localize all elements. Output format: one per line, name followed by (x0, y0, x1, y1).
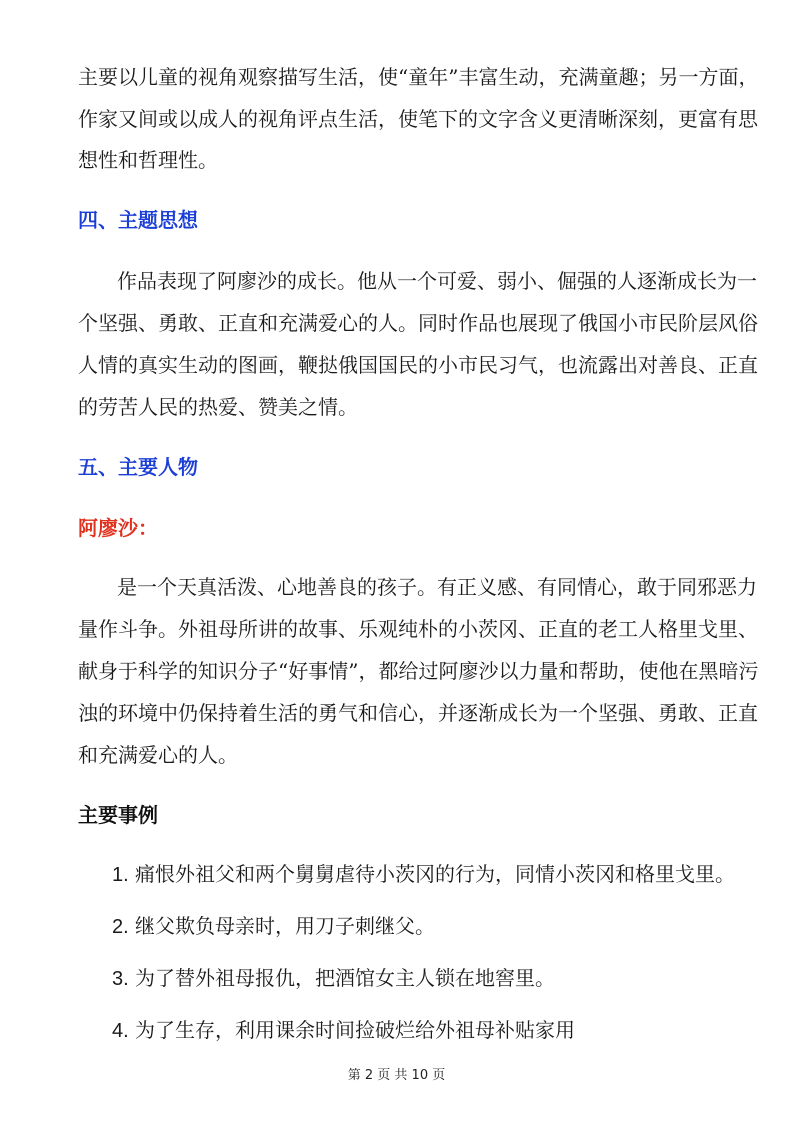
intro-line-2: 作家又间或以成人的视角评点生活，使笔下的文字含义更清晰深刻，更富有思 (78, 107, 758, 131)
section-heading-characters: 五、主要人物 (78, 455, 198, 479)
character-name: 阿廖沙： (78, 516, 158, 540)
theme-line-4: 的劳苦人民的热爱、赞美之情。 (78, 395, 358, 419)
list-item-number: 3. (112, 968, 129, 990)
list-item-text: 痛恨外祖父和两个舅舅虐待小茨冈的行为，同情小茨冈和格里戈里。 (135, 862, 736, 886)
character-line-2: 量作斗争。外祖母所讲的故事、乐观纯朴的小茨冈、正直的老工人格里戈里、 (78, 617, 758, 641)
theme-line-3: 人情的真实生动的图画，鞭挞俄国国民的小市民习气，也流露出对善良、正直 (78, 353, 758, 377)
character-line-4: 浊的环境中仍保持着生活的勇气和信心，并逐渐成长为一个坚强、勇敢、正直 (78, 701, 758, 725)
page-footer: 第 2 页 共 10 页 (347, 1068, 446, 1083)
theme-line-2: 个坚强、勇敢、正直和充满爱心的人。同时作品也展现了俄国小市民阶层风俗 (78, 311, 758, 335)
list-item-number: 4. (112, 1020, 129, 1042)
list-item-text: 为了替外祖母报仇，把酒馆女主人锁在地窖里。 (135, 966, 556, 990)
list-item-number: 2. (112, 916, 129, 938)
character-line-3: 献身于科学的知识分子“好事情”，都给过阿廖沙以力量和帮助，使他在黑暗污 (78, 659, 759, 683)
list-item (112, 963, 752, 994)
list-item-number: 1. (112, 864, 129, 886)
list-item (112, 911, 752, 942)
list-item-text: 继父欺负母亲时，用刀子刺继父。 (135, 914, 436, 938)
list-item (112, 1015, 752, 1046)
intro-line-1: 主要以儿童的视角观察描写生活，使“童年”丰富生动，充满童趣；另一方面， (78, 65, 759, 89)
examples-heading: 主要事例 (78, 803, 158, 827)
character-line-1: 是一个天真活泼、心地善良的孩子。有正义感、有同情心，敢于同邪恶力 (117, 575, 757, 599)
section-heading-theme: 四、主题思想 (78, 208, 198, 232)
character-line-5: 和充满爱心的人。 (78, 743, 238, 767)
intro-line-3: 想性和哲理性。 (78, 148, 218, 172)
theme-line-1: 作品表现了阿廖沙的成长。他从一个可爱、弱小、倔强的人逐渐成长为一 (117, 269, 757, 293)
list-item (112, 859, 752, 890)
list-item-text: 为了生存，利用课余时间捡破烂给外祖母补贴家用 (135, 1018, 576, 1042)
